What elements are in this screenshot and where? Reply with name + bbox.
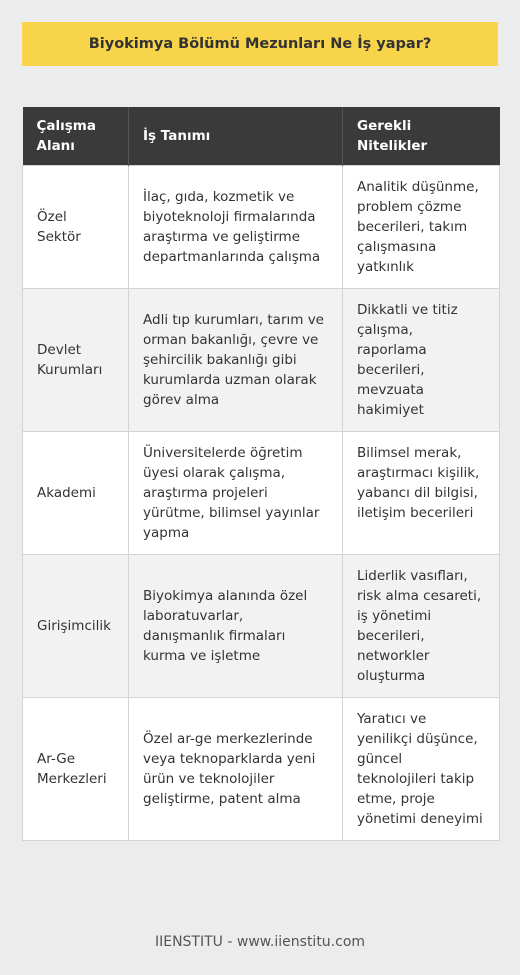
cell-qualifications: Bilimsel merak, araştırmacı kişilik, yabancı dil bilgisi, iletişim becerileri: [343, 432, 500, 555]
cell-description: Özel ar-ge merkezlerinde veya teknoparklarda yeni ürün ve teknolojiler geliştirme, patent alma: [129, 698, 343, 841]
table-row: [23, 432, 500, 555]
cell-qualifications: Liderlik vasıfları, risk alma cesareti, iş yönetimi becerileri, networkler oluşturma: [343, 555, 500, 698]
page-title: Biyokimya Bölümü Mezunları Ne İş yapar?: [22, 22, 498, 66]
table-header-row: [23, 107, 500, 166]
cell-description: Üniversitelerde öğretim üyesi olarak çalışma, araştırma projeleri yürütme, bilimsel yayınlar yapma: [129, 432, 343, 555]
cell-area: Devlet Kurumları: [23, 289, 129, 432]
cell-qualifications: Analitik düşünme, problem çözme becerileri, takım çalışmasına yatkınlık: [343, 166, 500, 289]
cell-area: Girişimcilik: [23, 555, 129, 698]
cell-qualifications: Yaratıcı ve yenilikçi düşünce, güncel teknolojileri takip etme, proje yönetimi deneyimi: [343, 698, 500, 841]
cell-area: Ar-Ge Merkezleri: [23, 698, 129, 841]
header-description: İş Tanımı: [129, 107, 343, 166]
cell-description: Adli tıp kurumları, tarım ve orman bakanlığı, çevre ve şehircilik bakanlığı gibi kurumlarda uzman olarak görev alma: [129, 289, 343, 432]
header-qualifications: Gerekli Nitelikler: [343, 107, 500, 166]
cell-description: İlaç, gıda, kozmetik ve biyoteknoloji firmalarında araştırma ve geliştirme departmanlarında çalışma: [129, 166, 343, 289]
table-row: [23, 166, 500, 289]
table-row: [23, 698, 500, 841]
table-row: [23, 555, 500, 698]
cell-area: Akademi: [23, 432, 129, 555]
header-area: Çalışma Alanı: [23, 107, 129, 166]
cell-description: Biyokimya alanında özel laboratuvarlar, danışmanlık firmaları kurma ve işletme: [129, 555, 343, 698]
careers-table: [22, 107, 500, 841]
cell-area: Özel Sektör: [23, 166, 129, 289]
table-row: [23, 289, 500, 432]
cell-qualifications: Dikkatli ve titiz çalışma, raporlama becerileri, mevzuata hakimiyet: [343, 289, 500, 432]
footer-credit: IIENSTITU - www.iienstitu.com: [154, 934, 366, 950]
